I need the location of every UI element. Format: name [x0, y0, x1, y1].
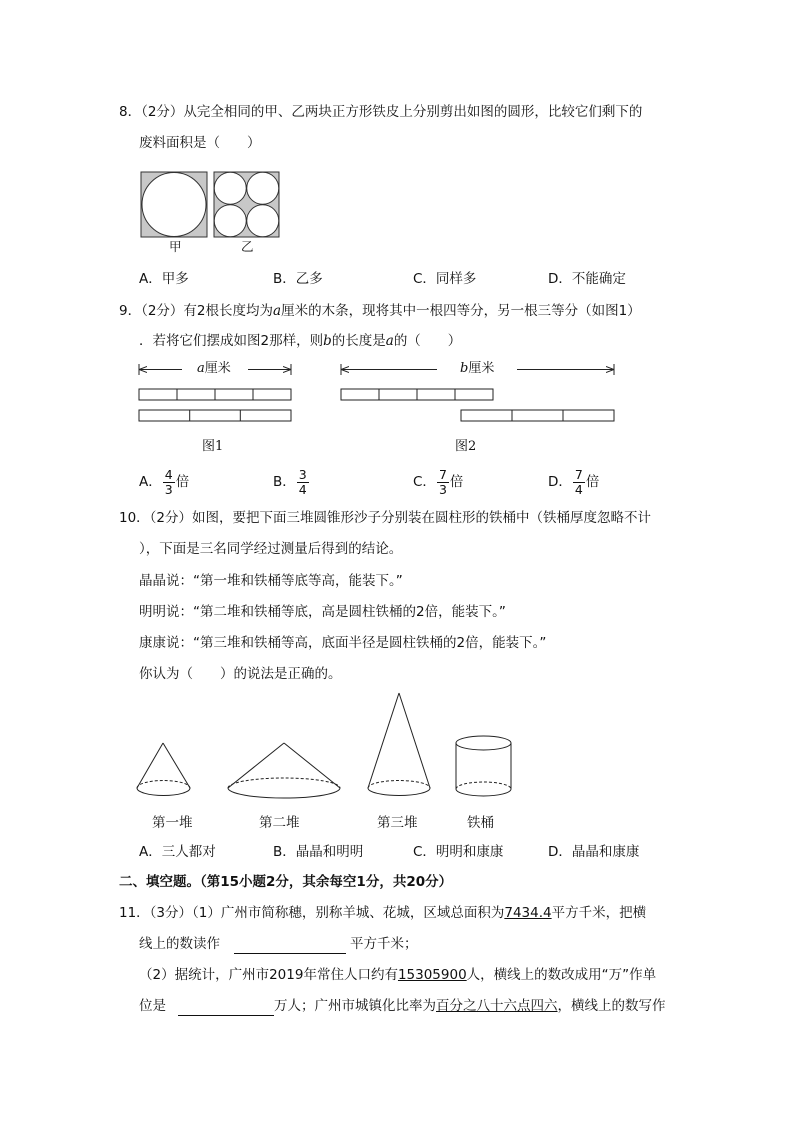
q8-text-line1: 8．（2分）从完全相同的甲、乙两块正方形铁皮上分别剪出如图的圆形，比较它们剩下的: [119, 104, 643, 120]
q8-option-d: D．不能确定: [548, 271, 626, 287]
q11-line1-start: 11．（3分）（1）广州市简称穗，别称羊城、花城，区域总面积为: [119, 905, 505, 921]
q10-statement-mingming: 明明说：“第二堆和铁桶等底，高是圆柱铁桶的2倍，能装下。”: [139, 604, 506, 620]
q9-option-a-letter: A．: [139, 474, 162, 490]
cone-2-label: 第二堆: [259, 815, 300, 831]
q9-line1-end: 厘米的木条，现将其中一根四等分，另一根三等分（如图1）: [281, 303, 641, 319]
q10-question: 你认为（ ）的说法是正确的。: [139, 666, 342, 682]
q9-line2-mid: 的长度是: [331, 333, 386, 349]
q10-text-line1: 10．（2分）如图，要把下面三堆圆锥形沙子分别装在圆柱形的铁桶中（铁桶厚度忽略不计: [119, 510, 652, 526]
q10-statement-jingjing: 晶晶说：“第一堆和铁桶等底等高，能装下。”: [139, 573, 403, 589]
q11-line2-end: 平方千米；: [350, 936, 418, 952]
q11-line3-end: 人，横线上的数改成用“万”作单: [466, 967, 657, 983]
q9-option-a-den: 3: [164, 481, 173, 497]
q8-label-jia: 甲: [169, 239, 182, 254]
q10-option-c: C．明明和康康: [413, 844, 504, 860]
q11-text-line1: [119, 904, 646, 922]
cylinder-label: 铁桶: [467, 815, 494, 831]
q11-line4-start: 位是: [139, 998, 166, 1014]
q10-option-a: A．三人都对: [139, 844, 216, 860]
cylinder: [456, 736, 511, 796]
q11-population: 15305900: [397, 967, 467, 983]
q10-option-d: D．晶晶和康康: [548, 844, 640, 860]
fig2-var-b: b: [460, 361, 469, 376]
q10-text-line2: ），下面是三名同学经过测量后得到的结论。: [139, 541, 403, 557]
q9-option-c-den: 3: [438, 481, 447, 497]
q8-option-a: A．甲多: [139, 271, 189, 287]
q9-option-d-letter: D．: [548, 474, 572, 490]
q9-option-d-num: 7: [574, 466, 583, 482]
section-2-heading: 二、填空题。（第15小题2分，其余每空1分，共20分）: [119, 874, 453, 890]
fig2-caption: 图2: [455, 439, 477, 454]
q8-text-line2: 废料面积是（ ）: [139, 135, 261, 151]
q11-line4-mid: 万人；广州市城镇化比率为: [274, 998, 436, 1014]
cone-1-label: 第一堆: [152, 815, 193, 831]
q11-line4-end: ，横线上的数写作: [557, 998, 666, 1014]
q9-option-a-num: 4: [164, 466, 173, 482]
q9-option-c-suffix: 倍: [449, 474, 464, 490]
q9-var-a: a: [273, 303, 282, 319]
cone-1: [137, 743, 190, 796]
q11-line2-start: 线上的数读作: [139, 936, 220, 952]
q11-text-line4: [139, 997, 666, 1016]
fig1-caption: 图1: [202, 439, 224, 454]
q9-option-d-den: 4: [574, 481, 583, 497]
q8-option-b: B．乙多: [273, 271, 323, 287]
cone-3-label: 第三堆: [377, 815, 418, 831]
q8-label-yi: 乙: [241, 239, 254, 254]
cone-2: [228, 743, 340, 798]
q10-option-b: B．晶晶和明明: [273, 844, 364, 860]
q9-option-b-letter: B．: [273, 474, 296, 490]
q11-line3-start: （2）据统计，广州市2019年常住人口约有: [139, 967, 398, 983]
cone-3: [368, 693, 430, 795]
q9-var-b: b: [323, 333, 332, 349]
fig2-unit: 厘米: [468, 361, 495, 376]
fig1-var-a: a: [197, 361, 205, 376]
q8-option-c: C．同样多: [413, 271, 477, 287]
fig1-unit: 厘米: [204, 361, 231, 376]
q9-option-c-letter: C．: [413, 474, 436, 490]
q10-statement-kangkang: 康康说：“第三堆和铁桶等高，底面半径是圆柱铁桶的2倍，能装下。”: [139, 635, 547, 651]
q9-line2-start: ．若将它们摆成如图2那样，则: [139, 333, 324, 349]
q11-answer-blank-1[interactable]: [234, 935, 346, 954]
q9-option-c-num: 7: [438, 466, 447, 482]
q9-option-a-suffix: 倍: [175, 474, 190, 490]
q11-answer-blank-2[interactable]: [178, 997, 274, 1016]
q9-var-a-2: a: [385, 333, 394, 349]
q9-line2-end: 的（ ）: [393, 333, 462, 349]
q11-line1-end: 平方千米，把横: [551, 905, 647, 921]
q9-option-d-suffix: 倍: [585, 474, 600, 490]
q9-option-b-den: 4: [298, 481, 307, 497]
q11-text-line2: [139, 935, 418, 954]
q11-text-line3: [139, 966, 656, 984]
q9-option-b-num: 3: [298, 466, 307, 482]
q9-line1-start: 9．（2分）有2根长度均为: [119, 303, 274, 319]
q11-ratio-text: 百分之八十六点四六: [436, 998, 558, 1014]
q11-area-value: 7434.4: [504, 905, 552, 921]
